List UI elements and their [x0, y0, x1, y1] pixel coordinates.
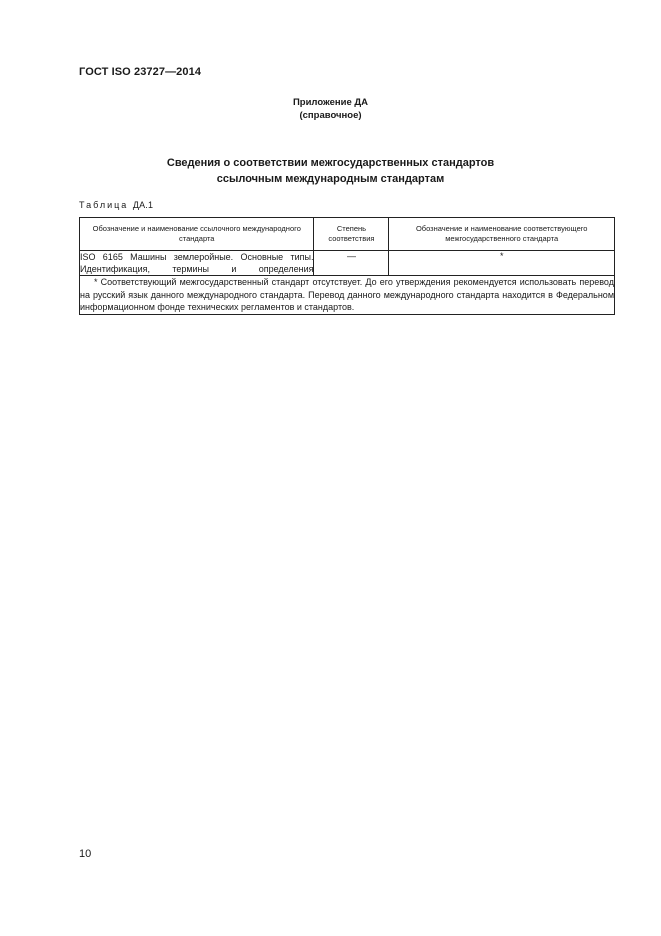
- annex-title: Приложение ДА: [292, 97, 369, 108]
- table-footnote-row: [80, 276, 615, 315]
- section-title-line-1: Сведения о соответствии межгосударственных стандартов: [166, 157, 495, 169]
- document-code: ГОСТ ISO 23727—2014: [79, 66, 202, 78]
- section-title: [0, 155, 661, 187]
- cell-international-standard: ISO 6165 Машины землеройные. Основные типы. Идентификация, термины и определения: [80, 252, 314, 274]
- reference-table: [79, 217, 615, 315]
- header-international-standard: Обозначение и наименование ссылочного международного стандарта: [80, 218, 314, 251]
- header-degree: Степень соответствия: [314, 218, 389, 251]
- table-row: [80, 251, 615, 276]
- table-label-number: ДА.1: [132, 200, 154, 210]
- table-label: [79, 200, 153, 210]
- page-number: 10: [79, 848, 92, 860]
- table-header-row: [80, 218, 615, 251]
- header-interstate-standard: Обозначение и наименование соответствующего межгосударственного стандарта: [389, 218, 615, 251]
- section-title-line-2: ссылочным международным стандартам: [216, 173, 445, 185]
- table-footnote: * Соответствующий межгосударственный стандарт отсутствует. До его утверждения рекомендуется использовать перевод на русский язык данного международного стандарта. Перевод данного международного стандарта находится в Федеральном информационном фонде технических регламентов и стандартов.: [80, 277, 614, 312]
- annex-subtitle: (справочное): [299, 110, 362, 121]
- cell-degree: —: [314, 251, 389, 276]
- cell-interstate-standard: *: [389, 251, 615, 276]
- table-label-prefix: Таблица: [79, 200, 129, 210]
